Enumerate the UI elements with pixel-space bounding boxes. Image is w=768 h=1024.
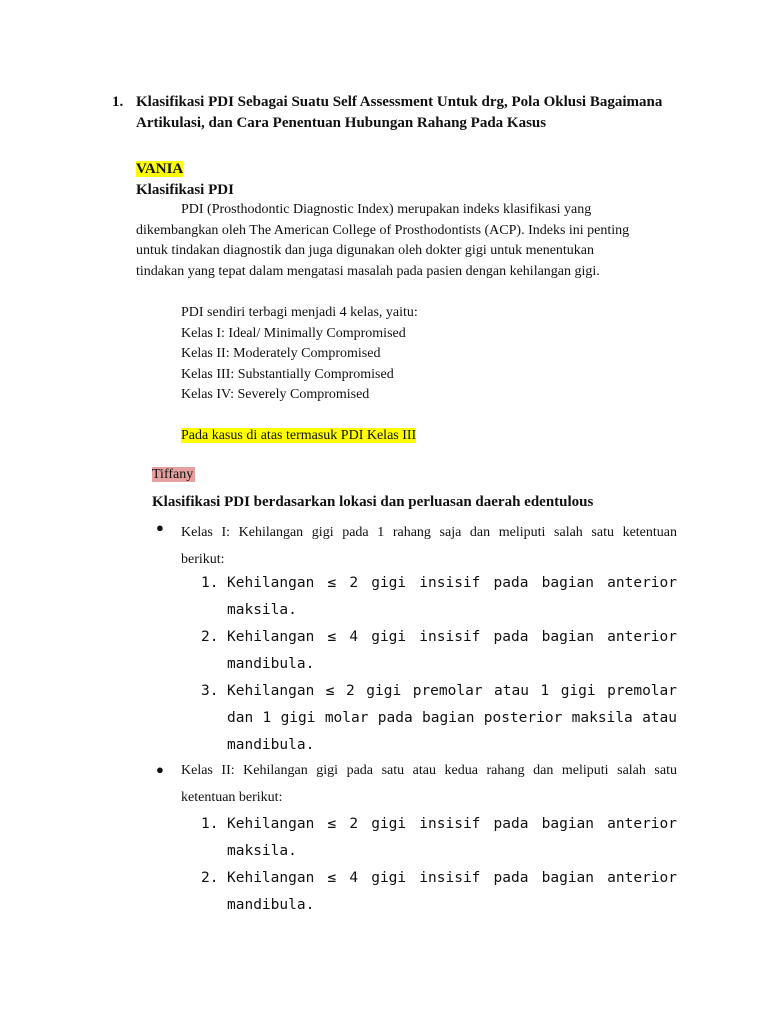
list-line: Kehilangan ≤ 2 gigi premolar atau 1 gigi premolar	[227, 683, 677, 699]
author-label-tiffany	[152, 465, 195, 486]
list-line: Kehilangan ≤ 2 gigi insisif pada bagian anterior	[227, 816, 677, 832]
list-line: maksila.	[227, 843, 297, 859]
bullet-line: Kelas I: Kehilangan gigi pada 1 rahang saja dan meliputi salah satu ketentuan	[181, 525, 677, 540]
section-title-line-2: Artikulasi, dan Cara Penentuan Hubungan Rahang Pada Kasus	[136, 115, 547, 131]
class-item: Kelas IV: Severely Compromised	[181, 387, 370, 402]
bullet-kelas-1	[181, 519, 677, 573]
list-line: mandibula.	[227, 737, 315, 753]
list-line: dan 1 gigi molar pada bagian posterior maksila atau	[227, 710, 677, 726]
section-title-line-1: Klasifikasi PDI Sebagai Suatu Self Assessment Untuk drg, Pola Oklusi Bagaimana	[136, 94, 663, 110]
list-number: 1.	[201, 816, 219, 832]
kelas-2-list	[201, 811, 677, 919]
conclusion-text: Pada kasus di atas termasuk PDI Kelas III	[181, 428, 417, 443]
bullet-kelas-2	[181, 757, 677, 811]
vania-paragraph	[136, 200, 671, 282]
list-number: 2.	[201, 629, 219, 645]
paragraph-line: PDI (Prosthodontic Diagnostic Index) merupakan indeks klasifikasi yang	[181, 202, 592, 217]
vania-subtitle: Klasifikasi PDI	[136, 182, 234, 198]
list-line: maksila.	[227, 602, 297, 618]
kelas-1-list	[201, 570, 677, 759]
class-item: Kelas II: Moderately Compromised	[181, 346, 381, 361]
list-number: 1.	[201, 575, 219, 591]
list-item	[201, 865, 677, 919]
tiffany-subtitle: Klasifikasi PDI berdasarkan lokasi dan perluasan daerah edentulous	[152, 494, 594, 510]
bullet-line: berikut:	[181, 552, 225, 567]
list-line: mandibula.	[227, 656, 315, 672]
bullet-line: Kelas II: Kehilangan gigi pada satu atau kedua rahang dan meliputi salah satu	[181, 763, 677, 778]
class-list	[181, 303, 418, 406]
list-item	[201, 811, 677, 865]
author-label-vania	[136, 159, 183, 180]
class-item: Kelas III: Substantially Compromised	[181, 366, 394, 382]
list-line: Kehilangan ≤ 4 gigi insisif pada bagian anterior	[227, 629, 677, 645]
paragraph-line: untuk tindakan diagnostik dan juga digunakan oleh dokter gigi untuk menentukan	[136, 243, 595, 258]
bullet-icon: ●	[156, 762, 164, 777]
bullet-line: ketentuan berikut:	[181, 790, 283, 805]
section-number: 1.	[112, 94, 124, 110]
class-item: Kelas I: Ideal/ Minimally Compromised	[181, 325, 406, 341]
list-item	[201, 624, 677, 678]
vania-name: VANIA	[136, 161, 184, 177]
paragraph-line: dikembangkan oleh The American College of Prosthodontists (ACP). Indeks ini penting	[136, 222, 630, 238]
list-number: 3.	[201, 683, 219, 699]
tiffany-name: Tiffany	[152, 467, 194, 482]
paragraph-line: tindakan yang tepat dalam mengatasi masalah pada pasien dengan kehilangan gigi.	[136, 263, 600, 279]
bullet-icon: ●	[156, 520, 164, 535]
list-line: mandibula.	[227, 897, 315, 913]
list-item	[201, 570, 677, 624]
conclusion	[181, 426, 416, 447]
list-number: 2.	[201, 870, 219, 886]
class-list-intro: PDI sendiri terbagi menjadi 4 kelas, yaitu:	[181, 305, 418, 320]
list-line: Kehilangan ≤ 2 gigi insisif pada bagian anterior	[227, 575, 677, 591]
section-title	[136, 92, 696, 134]
list-line: Kehilangan ≤ 4 gigi insisif pada bagian anterior	[227, 870, 677, 886]
list-item	[201, 678, 677, 759]
